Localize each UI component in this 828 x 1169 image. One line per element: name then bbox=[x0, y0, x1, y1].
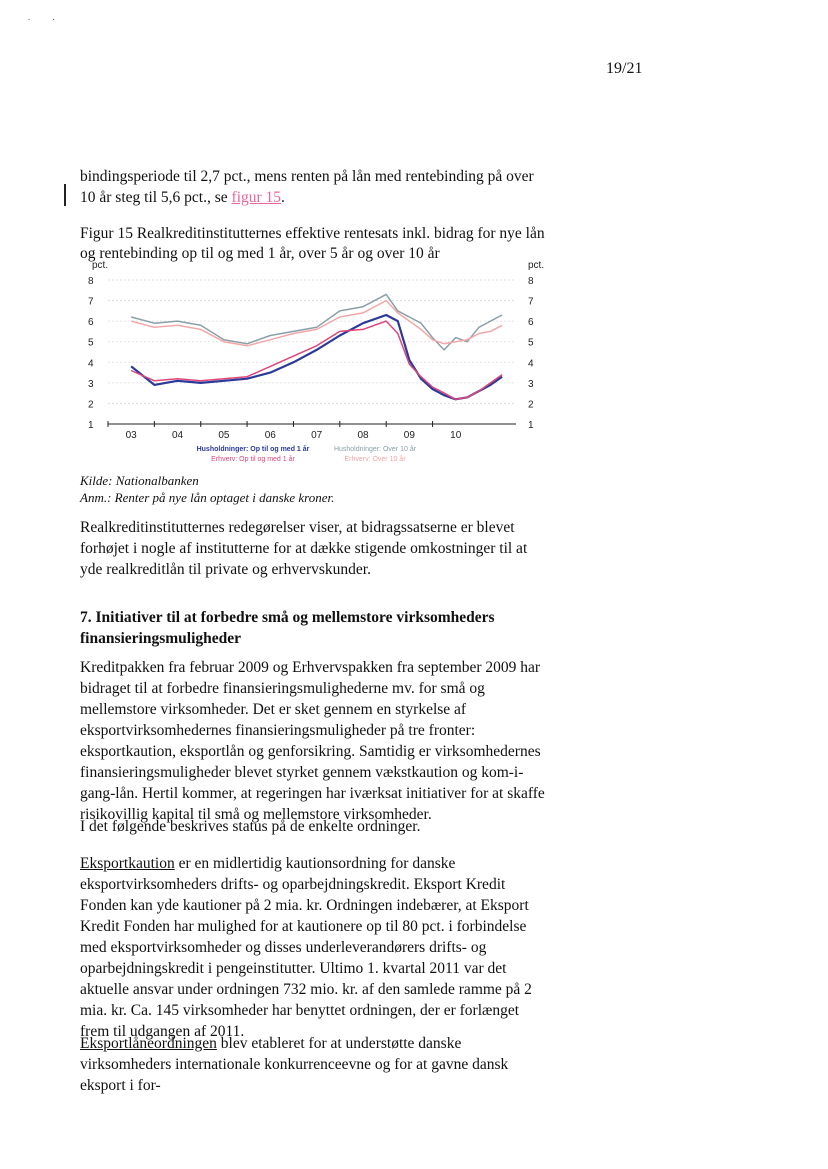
x-tick-label: 06 bbox=[264, 430, 276, 441]
x-tick-label: 07 bbox=[311, 430, 323, 441]
x-tick-label: 05 bbox=[218, 430, 230, 441]
chart-svg bbox=[78, 258, 548, 468]
paragraph-bidrag bbox=[80, 517, 550, 580]
paragraph-eksportkaution bbox=[80, 853, 550, 1042]
y-unit-left: pct. bbox=[92, 260, 109, 271]
paragraph-eksportkaution-text bbox=[80, 853, 550, 1042]
y-tick-label-left: 4 bbox=[88, 358, 94, 370]
figure-source bbox=[80, 472, 550, 506]
paragraph-kreditpakken-text: Kreditpakken fra februar 2009 og Erhvervspakken fra september 2009 har bidraget til at forbedre finansieringsmulighederne mv. for små og mellemstore virksomheder. Det er sket gennem en styrkelse af eksportvirksomhedernes finansieringsmuligheder på tre fronter: eksportkaution, eksportlån og genforsikring. Samtidig er virksomhedernes finansieringsmuligheder blevet styrket gennem vækstkaution og kom-i-gang-lån. Hertil kommer, at regeringen har iværksat initiativer for at skaffe risikovillig kapital til små og mellemstore virksomheder. bbox=[80, 659, 545, 823]
y-tick-label-right: 4 bbox=[528, 358, 534, 370]
intro-paragraph bbox=[80, 166, 550, 208]
y-tick-label-left: 6 bbox=[88, 317, 94, 329]
chart-series bbox=[131, 294, 502, 399]
y-tick-label-left: 3 bbox=[88, 378, 94, 390]
x-tick-label: 04 bbox=[171, 430, 184, 441]
y-tick-label-left: 2 bbox=[88, 399, 94, 411]
x-tick-label: 09 bbox=[403, 430, 415, 441]
y-unit-right: pct. bbox=[528, 260, 545, 271]
eksportkaution-body: er en midlertidig kautionsordning for danske eksportvirksomheders drifts- og oparbejdningskredit. Eksport Kredit Fonden kan yde kautioner på 2 mia. kr. Ordningen indebærer, at Eksport Kredit Fonden har mulighed for at kautionere op til 80 pct. i forbindelse med eksportvirksomheder og disses underleverandørers drifts- og oparbejdningskredit i pengeinstitutter. Ultimo 1. kvartal 2011 var det aktuelle ansvar under ordningen 732 mio. kr. af den samlede ramme på 2 mia. kr. Ca. 145 virksomheder har benyttet ordningen, der er forlænget frem til udgangen af 2011. bbox=[80, 855, 532, 1040]
scan-corner-marks: . . bbox=[28, 12, 65, 22]
note-line: Anm.: Renter på nye lån optaget i danske kroner. bbox=[80, 490, 335, 505]
paragraph-eksportlaan bbox=[80, 1033, 550, 1096]
paragraph-status-text: I det følgende beskrives status på de enkelte ordninger. bbox=[80, 818, 421, 835]
eksportlaan-body: blev etableret for at understøtte danske virksomheders internationale konkurrenceevne og for at gavne dansk eksport i for- bbox=[80, 1035, 509, 1094]
legend-entry-2: Husholdninger: Over 10 år bbox=[333, 446, 417, 453]
x-tick-label: 08 bbox=[357, 430, 369, 441]
y-tick-label-right: 8 bbox=[528, 276, 534, 287]
y-tick-label-right: 7 bbox=[528, 296, 534, 308]
figure-15-link[interactable]: figur 15 bbox=[231, 189, 282, 206]
page-number: 19/21 bbox=[606, 60, 643, 77]
section-heading: 7. Initiativer til at forbedre små og mellemstore virksomheders finansieringsmuligheder bbox=[80, 609, 495, 647]
paragraph-bidrag-text: Realkreditinstitutternes redegørelser viser, at bidragssatserne er blevet forhøjet i nogle af institutterne for at dække stigende omkostninger til at yde realkreditlån til private og erhvervskunder. bbox=[80, 519, 528, 578]
y-tick-label-right: 6 bbox=[528, 317, 534, 329]
figure-15-chart bbox=[78, 258, 548, 468]
y-tick-label-right: 5 bbox=[528, 337, 534, 349]
source-line: Kilde: Nationalbanken bbox=[80, 473, 199, 488]
y-tick-label-left: 7 bbox=[88, 296, 94, 308]
y-tick-label-left: 8 bbox=[88, 276, 94, 287]
intro-line-2 bbox=[80, 187, 550, 208]
intro-line-2-suffix: . bbox=[281, 189, 285, 206]
intro-line-1: bindingsperiode til 2,7 pct., mens renten på lån med rentebinding på over bbox=[80, 168, 534, 185]
term-eksportkaution: Eksportkaution bbox=[80, 855, 175, 872]
series-line-3 bbox=[131, 321, 502, 399]
y-tick-label-left: 1 bbox=[88, 420, 94, 431]
y-tick-label-right: 3 bbox=[528, 378, 534, 390]
y-tick-label-right: 2 bbox=[528, 399, 534, 411]
y-tick-label-left: 5 bbox=[88, 337, 94, 349]
legend-entry-4: Erhverv: Over 10 år bbox=[344, 456, 406, 463]
term-eksportlaaneordningen: Eksportlåneordningen bbox=[80, 1035, 217, 1052]
chart-legend bbox=[197, 445, 417, 463]
x-tick-label: 10 bbox=[450, 430, 462, 441]
legend-entry-3: Erhverv: Op til og med 1 år bbox=[211, 456, 295, 463]
legend-entry-1: Husholdninger: Op til og med 1 år bbox=[196, 446, 310, 453]
revision-bar bbox=[64, 184, 66, 206]
x-tick-label: 03 bbox=[125, 430, 137, 441]
paragraph-eksportlaan-text bbox=[80, 1033, 550, 1096]
paragraph-kreditpakken bbox=[80, 657, 550, 825]
y-tick-label-right: 1 bbox=[528, 420, 534, 431]
paragraph-status bbox=[80, 816, 550, 837]
figure-caption: Figur 15 Realkreditinstitutternes effektive rentesats inkl. bidrag for nye lån og rentebinding op til og med 1 år, over 5 år og over 10 år bbox=[80, 225, 545, 262]
intro-line-2-prefix: 10 år steg til 5,6 pct., se bbox=[80, 189, 232, 206]
